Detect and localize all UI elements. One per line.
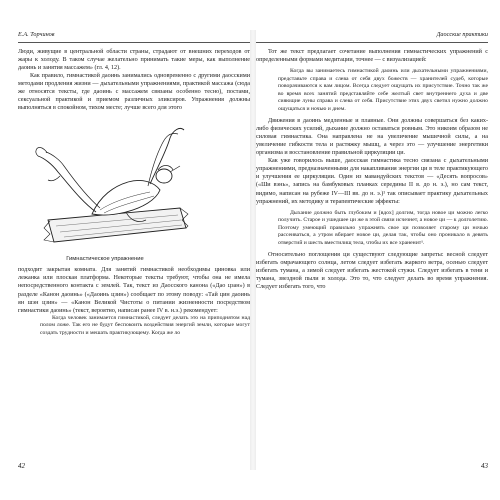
page-number-left: 42 [18, 462, 25, 470]
quote-text: Когда человек занимается гимнастикой, следует делать это на приподнятом над полом ложе. Так его не будут беспокоить воздействия энергий земли, которые могут создать трудности и мешать практикующему. Когда же ло [40, 314, 250, 336]
paragraph: подходит закрытая комната. Для занятий гимнастикой необходимы циновка или лежанка или плоская платформа. Некоторые тексты требуют, чтобы она не имела непосредственного контакта с землей. Так, текст из Даосского канона («Дао цзан») в разделе «Канон даоинь» («Даоинь цзин») сообщает по этому поводу: «Тай цин даоинь ян шэн цзин» — «Канон Великой Чистоты о питании жизненности посредством гимнастики даоинь» (текст, вероятно, написан ранее IV в. н.э.) рекомендует: [18, 267, 250, 314]
block-quote [18, 315, 250, 338]
paragraph: Тот же текст предлагает сочетание выполнения гимнастических упражнений с определенными формами медитации, точнее — с визуализацией: [256, 49, 488, 64]
paragraph: Люди, живущие в центральной области страны, страдают от внешних переходов от жары к холоду. В таком случае желательно принимать такие меры, как выполнение даоинь и занятия массажем» (гл. 4, 12). [18, 49, 250, 72]
quote-text: Дыхание должно быть глубоким и [вдох] долгим, тогда новое ци можно легко получить. Старое и ушедшее ци же в этой связи исчезнет, а новое ци — к долголетию. Поэтому умеющий правильно упражнять свое ци позволяет старому ци ночью рассеиваться, а утром вбирает новое ци, делая так, чтобы оно проникало в девять отверстий и шесть вместилищ тела, чтобы их все храненит¹. [278, 209, 488, 246]
figure-caption: Гимнастическое упражнение [66, 256, 144, 263]
right-page [256, 30, 488, 470]
running-head-left: Е.А. Торчинов [18, 30, 250, 43]
gymnastics-figure [30, 116, 190, 266]
left-page [18, 30, 250, 470]
right-body-text [256, 48, 488, 291]
paragraph: Движения в даоинь медленные и плавные. Они должны совершаться без каких-либо физических усилий, дыхание должно оставаться ровным. Это никоим образом не силовая гимнастика. Она направлена не на увеличение мышечной силы, а на увеличение гибкости тела и растяжку мышц, а через это — улучшение энергетики организма и восстановление правильной циркуляции ци. [256, 118, 488, 157]
paragraph: Как уже говорилось выше, даосская гимнастика тесно связана с дыхательными упражнениями, предназначенными для накапливания энергии ци в теле практикующего и улучшения ее циркуляции. Один из мавандуйских текстов — «Десять вопросов» («Ши вэнь», запись на бамбуковых планках середины II в. до н. э.), но сам текст, видимо, написан на рубеже IV—III вв. до н. э.)¹ так описывает практику дыхательных упражнений, их методику и терапевтические эффекты: [256, 158, 488, 205]
running-head-right: Даосские практики [256, 30, 488, 43]
paragraph: Как правило, гимнастикой даоинь занимались одновременно с другими даосскими методами продления жизни — дыхательными упражнениями, практикой массажа (сюда же относятся тексты, где даоинь с массажем связаны особенно тесно), постами, сексуальной практикой и приемом различных эликсиров. Упражнения должны выполняться в спокойном, тихом месте; лучше всего для этого [18, 73, 250, 112]
left-body-text [18, 48, 250, 337]
gymnastics-illustration [30, 116, 190, 254]
block-quote [256, 210, 488, 248]
quote-text: Когда вы занимаетесь гимнастикой даоинь или дыхательными упражнениями, представьте справа и слева от себя двух божеств — хранителей судеб, которые поворачиваются к вам лицом. Всегда следует ощущать их присутствие. Точно так же во время всех занятий представляйте себе желтый свет внутреннего духа и две сияющие луны справа и слева от себя. Присутствие этих двух светил нужно должно ощущаться и ночью и днем. [278, 68, 488, 112]
page-number-right: 43 [481, 462, 488, 470]
block-quote [256, 68, 488, 113]
paragraph: Относительно поглощения ци существуют следующие запреты: весной следует избегать омрачающего солнца, летом следует избегать жаркого ветра, осенью следует избегать тумана, а зимой следует избегать жестокой стужи. Следует избегать в тени и тумана, звездной пыли и холода. Это то, что следует делать во время упражнения. Следует избегать того, что [256, 252, 488, 291]
